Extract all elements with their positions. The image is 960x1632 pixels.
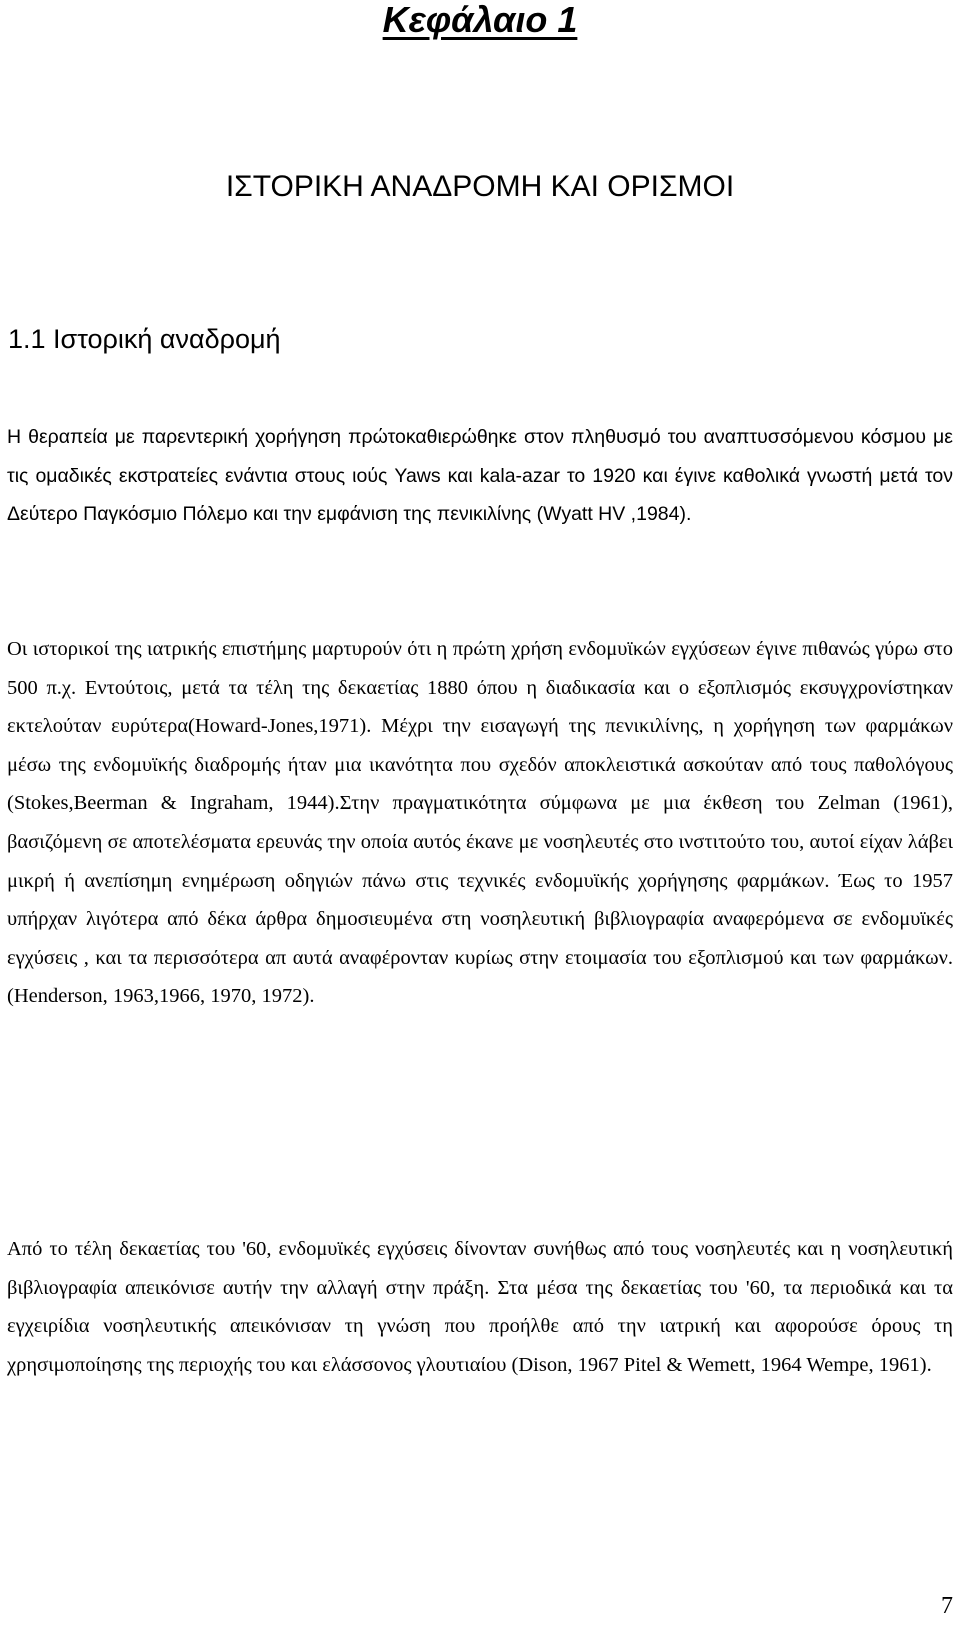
- page-title: ΙΣΤΟΡΙΚΗ ΑΝΑΔΡΟΜΗ ΚΑΙ ΟΡΙΣΜΟΙ: [225, 170, 735, 203]
- chapter-label: Κεφάλαιο 1: [382, 0, 578, 40]
- paragraph-history: Οι ιστορικοί της ιατρικής επιστήμης μαρτυρούν ότι η πρώτη χρήση ενδομυϊκών εγχύσεων έγινε πιθανώς γύρω στο 500 π.χ. Εντούτοις, μετά τα τέλη της δεκαετίας 1880 όπου η διαδικασία και ο εξοπλισμός εκσυγχρονίστηκαν εκτελούταν ευρύτερα(Howard-Jones,1971). Μέχρι την εισαγωγή της πενικιλίνης, η χορήγηση των φαρμάκων μέσω της ενδομυϊκής διαδρομής ήταν μια ικανότητα που σχεδόν αποκλειστικά ασκούταν από τους παθολόγους (Stokes,Beerman & Ingraham, 1944).Στην πραγματικότητα σύμφωνα με μια έκθεση του Zelman (1961), βασιζόμενη σε αποτελέσματα ερευνάς την οποία αυτός έκανε με νοσηλευτές στο ινστιτούτο του, αυτοί είχαν λάβει μικρή ή ανεπίσημη ενημέρωση οδηγιών πάνω στις τεχνικές ενδομυϊκής χορήγησης φαρμάκων. Έως το 1957 υπήρχαν λιγότερα από δέκα άρθρα δημοσιευμένα στη νοσηλευτική βιβλιογραφία αναφερόμενα σε ενδομυϊκές εγχύσεις , και τα περισσότερα απ αυτά αναφέρονταν κυρίως στην ετοιμασία του εξοπλισμού και των φαρμάκων. (Henderson, 1963,1966, 1970, 1972).: [7, 638, 953, 1008]
- paragraph-sixties: Από το τέλη δεκαετίας του '60, ενδομυϊκές εγχύσεις δίνονταν συνήθως από τους νοσηλευτές και η νοσηλευτική βιβλιογραφία απεικόνισε αυτήν την αλλαγή στην πράξη. Στα μέσα της δεκαετίας του '60, τα περιοδικά και τα εγχειρίδια νοσηλευτικής απεικόνισαν τη γνώση που προήλθε από την ιατρική και αφορούσε όρους τη χρησιμοποίησης της περιοχής του και ελάσσονος γλουτιαίου (Dison, 1967 Pitel & Wemett, 1964 Wempe, 1961).: [7, 1238, 953, 1376]
- section-heading: 1.1 Ιστορική αναδρομή: [8, 324, 281, 354]
- page-number: 7: [941, 1593, 953, 1619]
- paragraph-intro: Η θεραπεία με παρεντερική χορήγηση πρώτοκαθιερώθηκε στον πληθυσμό του αναπτυσσόμενου κόσμου με τις ομαδικές εκστρατείες ενάντια στους ιούς Yaws και kala-azar το 1920 και έγινε καθολικά γνωστή μετά τον Δεύτερο Παγκόσμιο Πόλεμο και την εμφάνιση της πενικιλίνης (Wyatt HV ,1984).: [7, 426, 953, 526]
